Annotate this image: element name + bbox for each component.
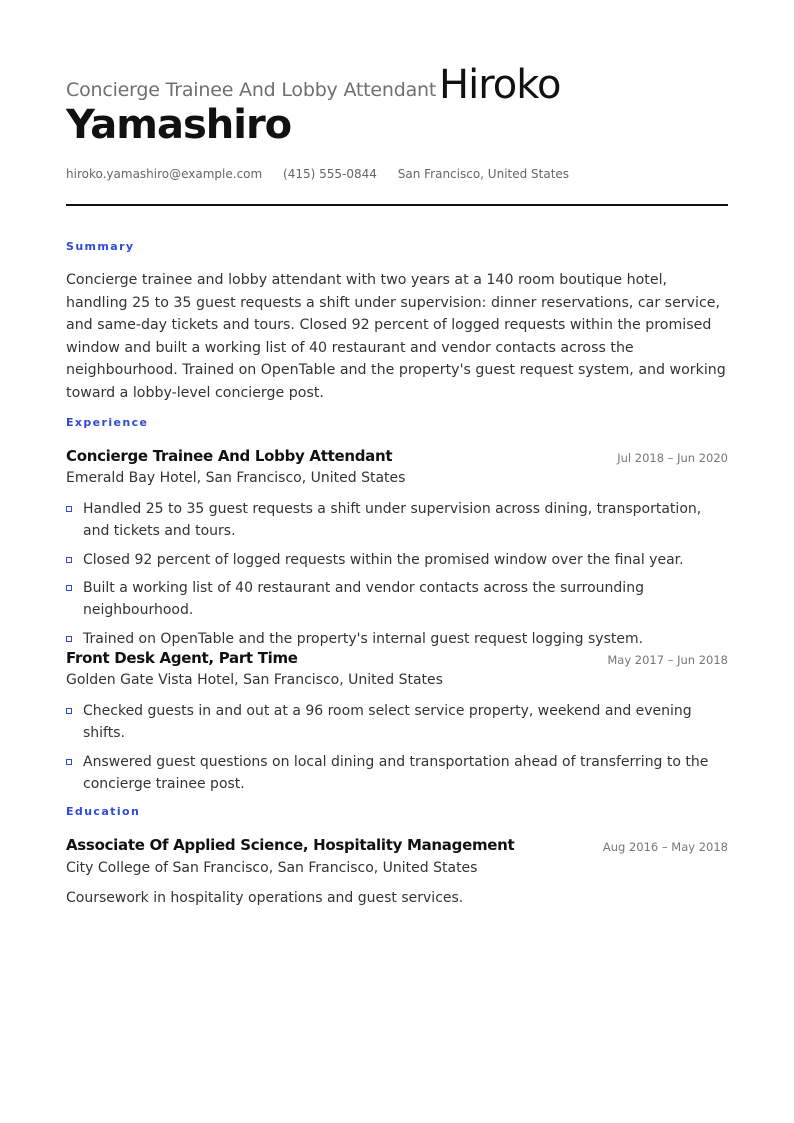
contact-line <box>66 167 586 181</box>
last-name: Yamashiro <box>66 102 292 148</box>
resume-page <box>66 0 728 906</box>
header-divider <box>66 204 728 206</box>
education-heading: Education <box>66 805 141 818</box>
list-item: Closed 92 percent of logged requests within the promised window over the final year. <box>66 549 728 571</box>
job-dates: Jul 2018 – Jun 2020 <box>617 451 728 465</box>
summary-heading: Summary <box>66 240 135 253</box>
job-bullet-list <box>66 498 728 656</box>
job-dates: May 2017 – Jun 2018 <box>607 653 728 667</box>
email-text: hiroko.yamashiro@example.com <box>66 167 263 181</box>
job-bullet-list <box>66 700 728 801</box>
summary-text: Concierge trainee and lobby attendant with two years at a 140 room boutique hotel, handling 25 to 35 guest requests a shift under supervision: dinner reservations, car service, and same-day tickets and tours. Closed 92 percent of logged requests within the promised window and built a working list of 40 restaurant and vendor contacts across the neighbourhood. Trained on OpenTable and the property's guest request system, and working toward a lobby-level concierge post. <box>66 272 726 401</box>
list-item: Handled 25 to 35 guest requests a shift under supervision across dining, transportation, and tickets and tours. <box>66 498 728 542</box>
list-item: Answered guest questions on local dining and transportation ahead of transferring to the concierge trainee post. <box>66 751 728 795</box>
first-name: Hiroko <box>439 62 561 108</box>
resume-header <box>66 0 728 206</box>
square-bullet-icon <box>66 585 72 591</box>
square-bullet-icon <box>66 759 72 765</box>
education-dates: Aug 2016 – May 2018 <box>602 840 728 854</box>
job-title: Front Desk Agent, Part Time <box>66 649 298 667</box>
location-text: San Francisco, United States <box>397 167 570 181</box>
job-title: Concierge Trainee And Lobby Attendant <box>66 447 393 465</box>
degree-title: Associate Of Applied Science, Hospitality Management <box>66 836 515 854</box>
phone-text: (415) 555-0844 <box>283 167 377 181</box>
square-bullet-icon <box>66 636 72 642</box>
square-bullet-icon <box>66 557 72 563</box>
job-subtitle: Concierge Trainee And Lobby Attendant <box>66 79 437 101</box>
square-bullet-icon <box>66 708 72 714</box>
education-description: Coursework in hospitality operations and guest services. <box>66 890 464 906</box>
job-organization: Emerald Bay Hotel, San Francisco, United States <box>66 470 406 486</box>
square-bullet-icon <box>66 506 72 512</box>
list-item: Checked guests in and out at a 96 room select service property, weekend and evening shifts. <box>66 700 728 744</box>
job-organization: Golden Gate Vista Hotel, San Francisco, United States <box>66 672 443 688</box>
experience-heading: Experience <box>66 416 149 429</box>
list-item: Built a working list of 40 restaurant and vendor contacts across the surrounding neighbourhood. <box>66 577 728 621</box>
school-name: City College of San Francisco, San Francisco, United States <box>66 860 478 876</box>
list-item: Trained on OpenTable and the property's internal guest request logging system. <box>66 628 728 650</box>
